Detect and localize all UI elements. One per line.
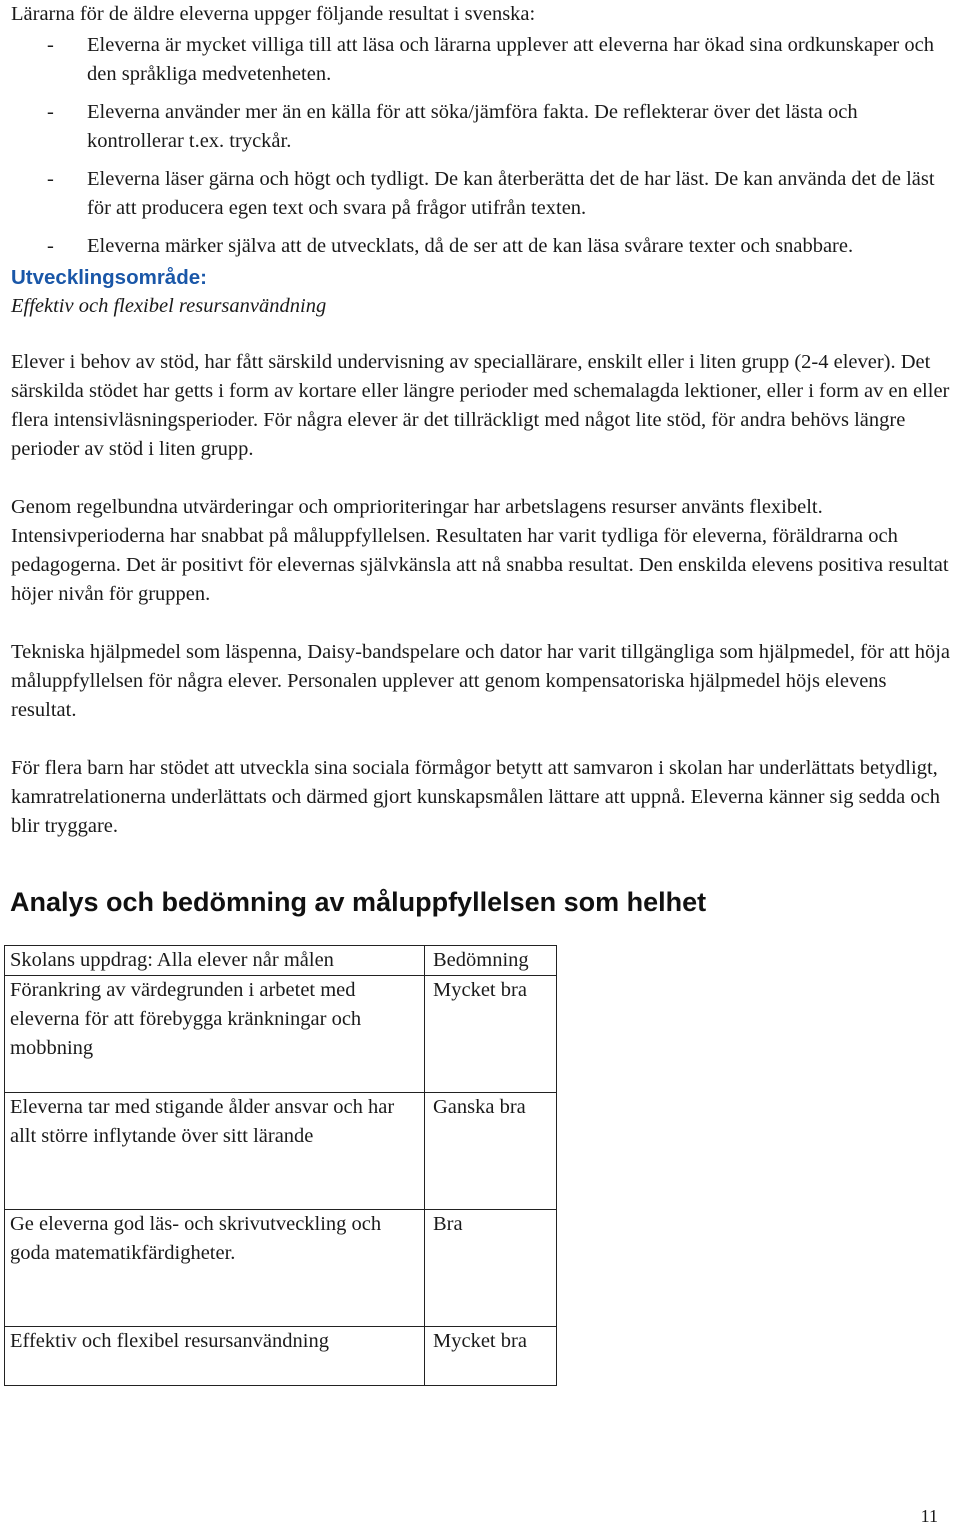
analysis-heading: Analys och bedömning av måluppfyllelsen som helhet: [10, 887, 707, 917]
paragraph-evaluation: Genom regelbundna utvärderingar och omprioriteringar har arbetslagens resurser använts flexibelt. Intensivperioderna har snabbat på måluppfyllelsen. Resultaten har varit tydliga för eleverna, föräldrarna och pedagogerna. Det är positivt för elevernas självkänsla att nå snabba resultat. Den enskilda elevens positiva resultat höjer nivån för gruppen.: [11, 496, 949, 605]
list-item: [11, 165, 956, 223]
assessment-table: [4, 945, 557, 1386]
list-item-text: Eleverna märker själva att de utvecklats, då de ser att de kan läsa svårare texter och snabbare.: [87, 235, 854, 257]
table-header-row: [5, 946, 557, 976]
list-item-text: Eleverna läser gärna och högt och tydligt. De kan återberätta det de har läst. De kan använda det de läst för att producera egen text och svara på frågor utifrån texten.: [87, 168, 935, 219]
document-page: [11, 0, 956, 1386]
list-item-text: Eleverna använder mer än en källa för att söka/jämföra fakta. De reflekterar över det lästa och kontrollerar t.ex. tryckår.: [87, 101, 858, 152]
list-item: [11, 98, 956, 156]
paragraph-technical-aids: Tekniska hjälpmedel som läspenna, Daisy-bandspelare och dator har varit tillgängliga som hjälpmedel, för att höja måluppfyllelsen för några elever. Personalen upplever att genom kompensatoriska hjälpmedel höjs elevens resultat.: [11, 641, 951, 721]
results-bullet-list: [11, 31, 956, 261]
bullet-marker: -: [47, 101, 54, 123]
bullet-marker: -: [47, 168, 54, 190]
list-item: [11, 232, 956, 261]
table-header-rating: Bedömning: [425, 946, 557, 976]
table-cell-goal: Ge eleverna god läs- och skrivutveckling och goda matematikfärdigheter.: [5, 1210, 425, 1327]
bullet-marker: -: [47, 34, 54, 56]
table-cell-rating: Mycket bra: [425, 1327, 557, 1386]
table-row: [5, 976, 557, 1093]
development-area-subheading: Effektiv och flexibel resursanvändning: [11, 295, 327, 317]
paragraph-social-skills: För flera barn har stödet att utveckla sina sociala förmågor betytt att samvaron i skolan har underlättats betydligt, kamratrelationerna underlättats och därmed gjort kunskapsmålen lättare att uppnå. Eleverna känner sig sedda och blir tryggare.: [11, 757, 940, 837]
page-number: 11: [920, 1506, 938, 1526]
table-header-goal: Skolans uppdrag: Alla elever når målen: [5, 946, 425, 976]
table-cell-rating: Mycket bra: [425, 976, 557, 1093]
table-row: [5, 1210, 557, 1327]
list-item-text: Eleverna är mycket villiga till att läsa och lärarna upplever att eleverna har ökad sina ordkunskaper och den språkliga medvetenheten.: [87, 34, 934, 85]
table-cell-rating: Ganska bra: [425, 1093, 557, 1210]
table-row: [5, 1093, 557, 1210]
development-area-heading: Utvecklingsområde:: [11, 266, 207, 289]
table-cell-goal: Förankring av värdegrunden i arbetet med eleverna för att förebygga kränkningar och mobbning: [5, 976, 425, 1093]
paragraph-support: Elever i behov av stöd, har fått särskild undervisning av speciallärare, enskilt eller i liten grupp (2-4 elever). Det särskilda stödet har getts i form av kortare eller längre perioder med schemalagda lektioner, eller i form av en eller flera intensivläsningsperioder. För några elever är det tillräckligt med något lite stöd, för andra behövs längre perioder av stöd i liten grupp.: [11, 351, 950, 460]
table-row: [5, 1327, 557, 1386]
table-cell-goal: Effektiv och flexibel resursanvändning: [5, 1327, 425, 1386]
table-cell-goal: Eleverna tar med stigande ålder ansvar och har allt större inflytande över sitt lärande: [5, 1093, 425, 1210]
bullet-marker: -: [47, 235, 54, 257]
list-item: [11, 31, 956, 89]
intro-text: Lärarna för de äldre eleverna uppger följande resultat i svenska:: [11, 3, 536, 25]
table-cell-rating: Bra: [425, 1210, 557, 1327]
